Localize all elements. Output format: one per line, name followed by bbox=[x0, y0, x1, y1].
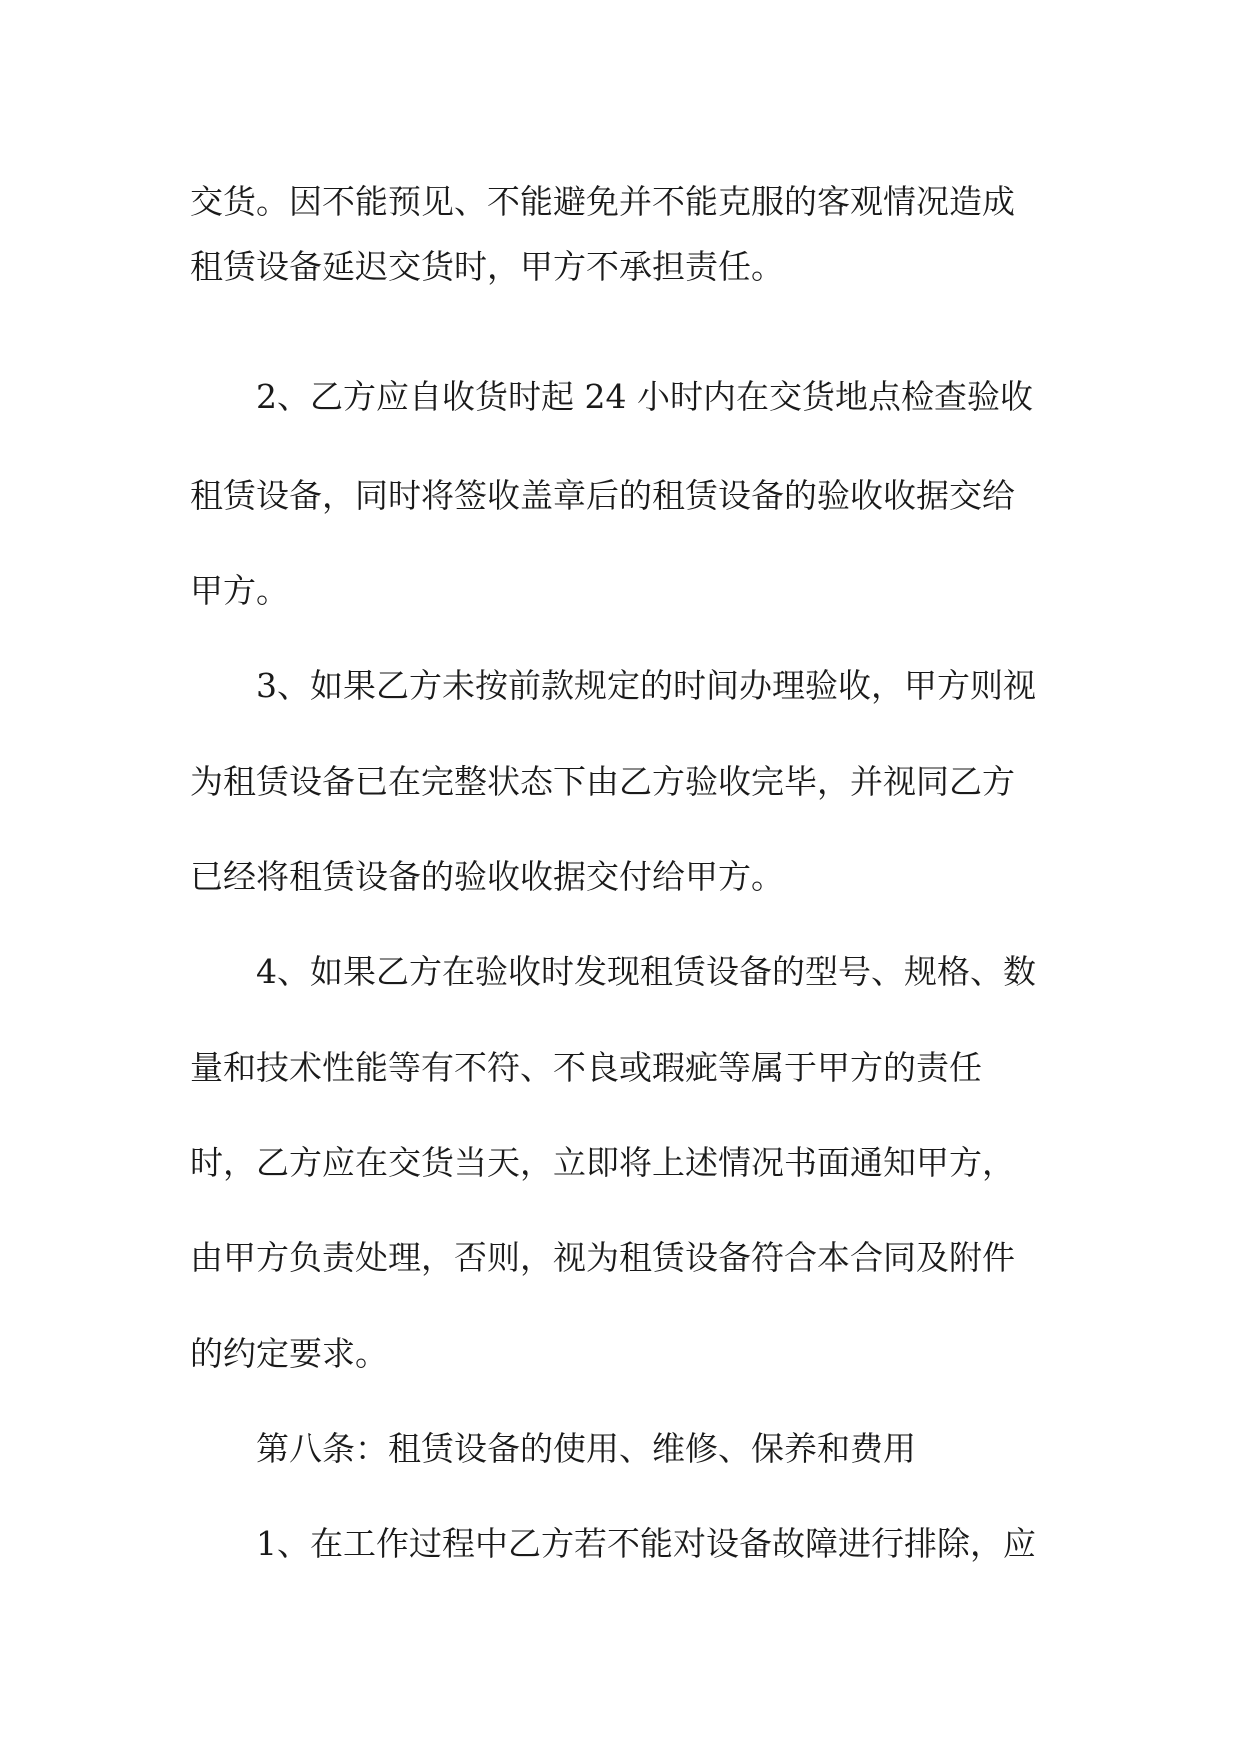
text-line: 甲方。 bbox=[190, 571, 289, 610]
text-line: 为租赁设备已在完整状态下由乙方验收完毕，并视同乙方 bbox=[190, 762, 1015, 801]
text-line: 由甲方负责处理，否则，视为租赁设备符合本合同及附件 bbox=[190, 1238, 1015, 1277]
section-heading: 第八条：租赁设备的使用、维修、保养和费用 bbox=[256, 1429, 916, 1468]
text-line: 的约定要求。 bbox=[190, 1334, 388, 1373]
text-line: 租赁设备延迟交货时，甲方不承担责任。 bbox=[190, 247, 784, 286]
paragraph-start-line: 1、在工作过程中乙方若不能对设备故障进行排除，应 bbox=[256, 1524, 1036, 1563]
paragraph-start-line: 2、乙方应自收货时起 24 小时内在交货地点检查验收 bbox=[256, 377, 1033, 416]
text-line: 时，乙方应在交货当天，立即将上述情况书面通知甲方， bbox=[190, 1143, 1015, 1182]
paragraph-start-line: 4、如果乙方在验收时发现租赁设备的型号、规格、数 bbox=[256, 952, 1036, 991]
text-line: 租赁设备，同时将签收盖章后的租赁设备的验收收据交给 bbox=[190, 476, 1015, 515]
text-line: 已经将租赁设备的验收收据交付给甲方。 bbox=[190, 857, 784, 896]
text-line: 交货。因不能预见、不能避免并不能克服的客观情况造成 bbox=[190, 182, 1015, 221]
paragraph-start-line: 3、如果乙方未按前款规定的时间办理验收，甲方则视 bbox=[256, 666, 1036, 705]
text-line: 量和技术性能等有不符、不良或瑕疵等属于甲方的责任 bbox=[190, 1048, 982, 1087]
